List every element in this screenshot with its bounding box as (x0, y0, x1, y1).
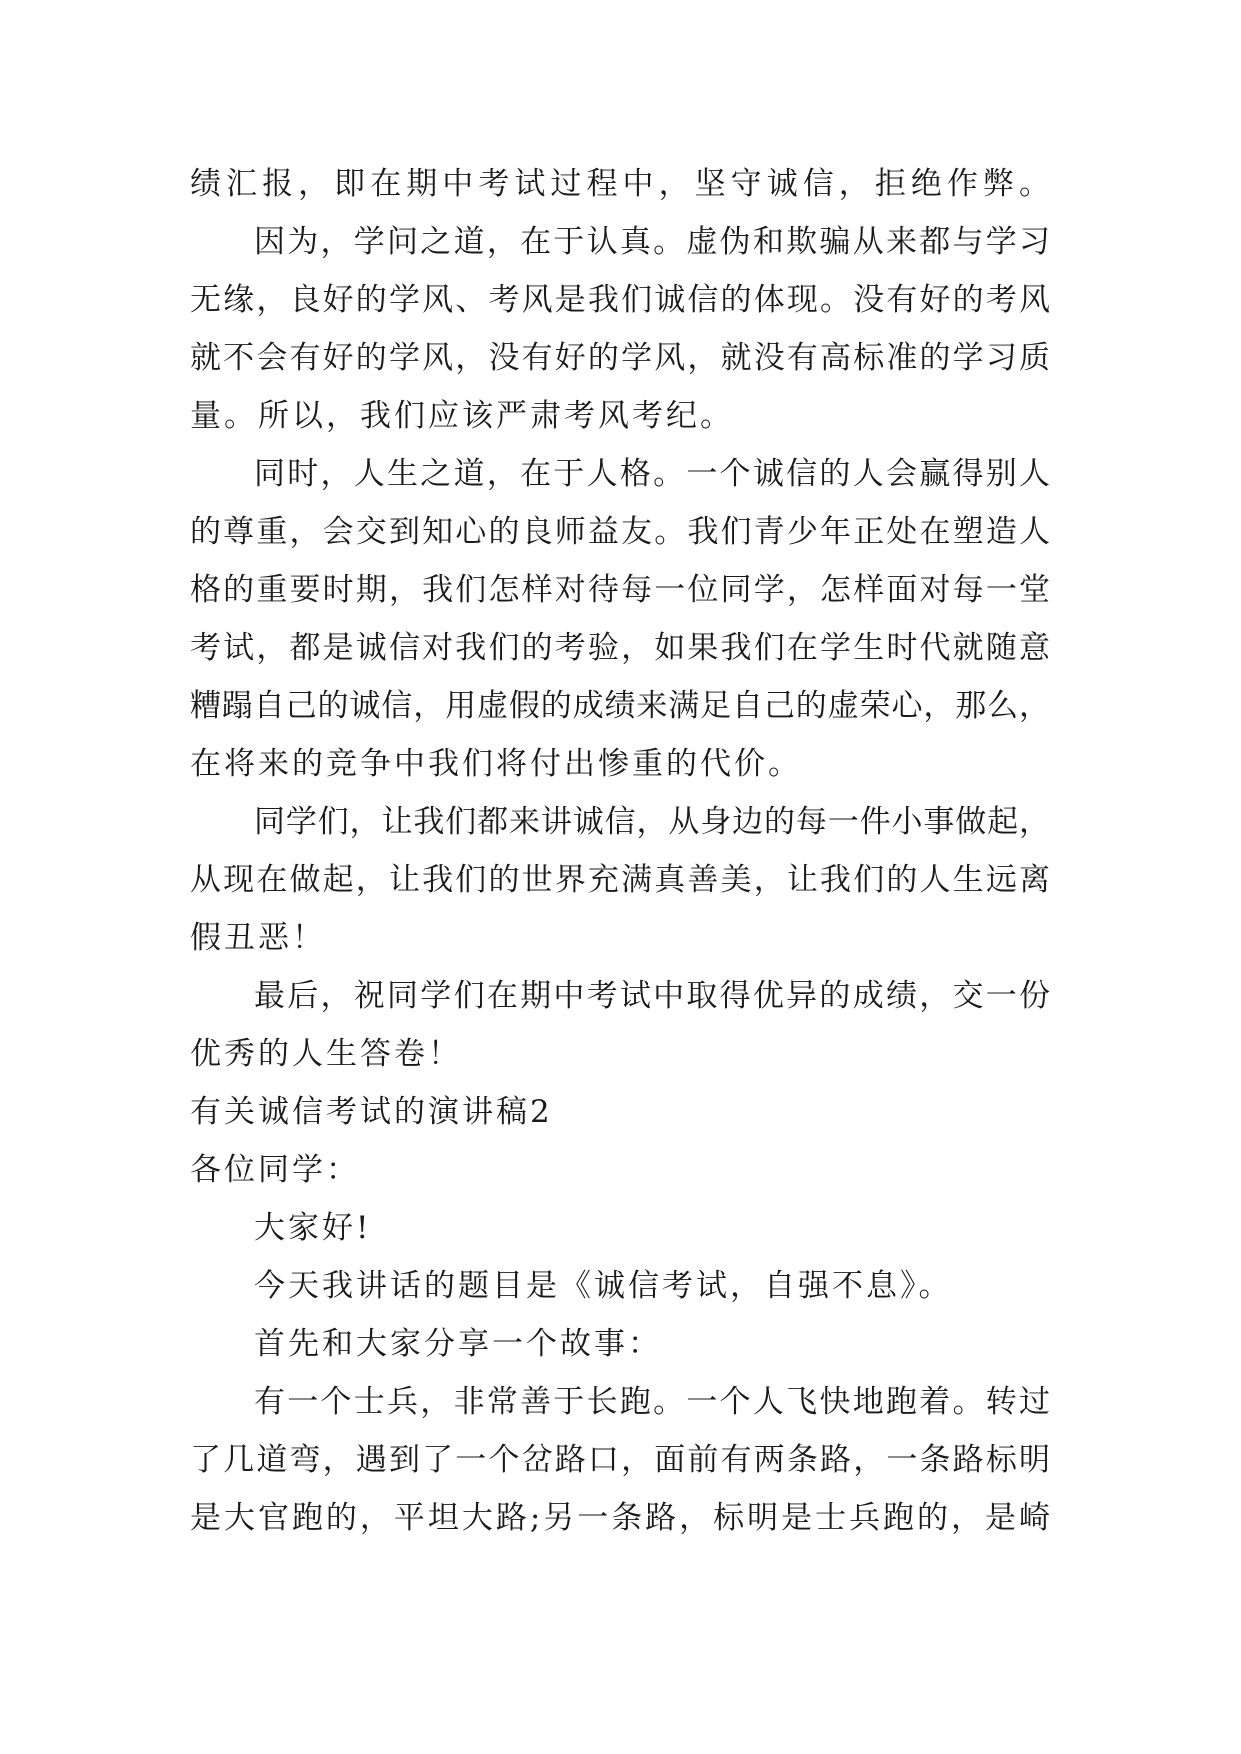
salutation: 各位同学： (190, 1152, 360, 1188)
text-line: 有一个士兵，非常善于长跑。一个人飞快地跑着。转过 (254, 1384, 1050, 1420)
text-line: 假丑恶！ (190, 920, 326, 956)
text-line: 大家好! (254, 1210, 372, 1246)
text-line: 从现在做起，让我们的世界充满真善美，让我们的人生远离 (190, 862, 1050, 898)
text-line: 最后，祝同学们在期中考试中取得优异的成绩，交一份 (254, 978, 1050, 1014)
text-line: 绩汇报，即在期中考试过程中，坚守诚信，拒绝作弊。 (190, 166, 1050, 202)
document-body (190, 155, 1050, 1547)
text-line: 今天我讲话的题目是《诚信考试，自强不息》。 (254, 1268, 953, 1304)
text-line: 考试，都是诚信对我们的考验，如果我们在学生时代就随意 (190, 630, 1050, 666)
text-line: 因为，学问之道，在于认真。虚伪和欺骗从来都与学习 (254, 224, 1050, 260)
text-line: 了几道弯，遇到了一个岔路口，面前有两条路，一条路标明 (190, 1442, 1050, 1478)
section-heading: 有关诚信考试的演讲稿2 (190, 1094, 553, 1130)
text-line: 是大官跑的，平坦大路;另一条路，标明是士兵跑的，是崎 (190, 1500, 1050, 1536)
text-line: 同时，人生之道，在于人格。一个诚信的人会赢得别人 (254, 456, 1050, 492)
text-line: 糟蹋自己的诚信，用虚假的成绩来满足自己的虚荣心，那么， (190, 688, 1050, 724)
text-line: 格的重要时期，我们怎样对待每一位同学，怎样面对每一堂 (190, 572, 1050, 608)
text-line: 的尊重，会交到知心的良师益友。我们青少年正处在塑造人 (190, 514, 1050, 550)
text-line: 量。所以，我们应该严肃考风考纪。 (190, 398, 734, 434)
text-line: 优秀的人生答卷！ (190, 1036, 462, 1072)
text-line: 首先和大家分享一个故事： (254, 1326, 662, 1362)
text-line: 就不会有好的学风，没有好的学风，就没有高标准的学习质 (190, 340, 1050, 376)
text-line: 无缘，良好的学风、考风是我们诚信的体现。没有好的考风 (190, 282, 1050, 318)
text-line: 在将来的竞争中我们将付出惨重的代价。 (190, 746, 802, 782)
text-line: 同学们，让我们都来讲诚信，从身边的每一件小事做起， (254, 804, 1050, 840)
